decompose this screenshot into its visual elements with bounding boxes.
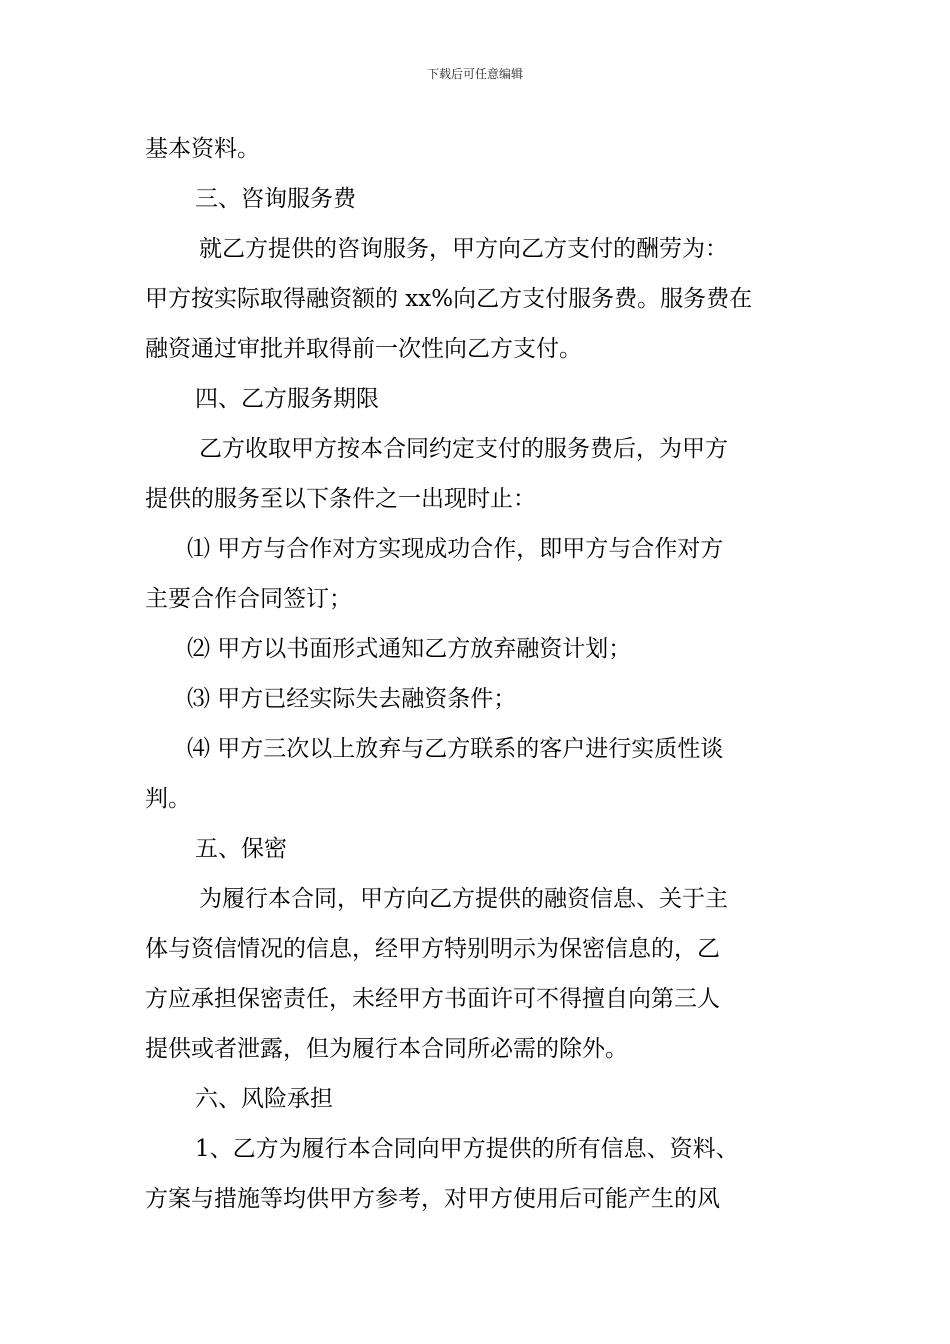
section-heading-service-period: 四、乙方服务期限 — [195, 386, 379, 412]
body-line: 融资通过审批并取得前一次性向乙方支付。 — [145, 336, 582, 362]
body-line: 方应承担保密责任，未经甲方书面许可不得擅自向第三人 — [145, 986, 720, 1012]
body-line: 乙方收取甲方按本合同约定支付的服务费后，为甲方 — [199, 436, 728, 462]
section-heading-confidentiality: 五、保密 — [195, 836, 287, 862]
body-line: 提供的服务至以下条件之一出现时止： — [145, 486, 536, 512]
body-line: 方案与措施等均供甲方参考，对甲方使用后可能产生的风 — [145, 1186, 720, 1212]
body-line: 提供或者泄露，但为履行本合同所必需的除外。 — [145, 1036, 628, 1062]
list-item-4: ⑷ 甲方三次以上放弃与乙方联系的客户进行实质性谈 — [187, 736, 724, 762]
body-line: 甲方按实际取得融资额的 xx%向乙方支付服务费。服务费在 — [145, 286, 753, 312]
section-heading-risk: 六、风险承担 — [195, 1086, 333, 1112]
body-line: 判。 — [145, 786, 191, 812]
list-item-2: ⑵ 甲方以书面形式通知乙方放弃融资计划； — [187, 636, 632, 662]
section-heading-consulting-fee: 三、咨询服务费 — [195, 186, 356, 212]
body-line: 就乙方提供的咨询服务，甲方向乙方支付的酬劳为： — [199, 236, 728, 262]
body-line: 体与资信情况的信息，经甲方特别明示为保密信息的，乙 — [145, 936, 720, 962]
body-line: 为履行本合同，甲方向乙方提供的融资信息、关于主 — [199, 886, 728, 912]
document-body — [145, 124, 809, 1224]
list-item-1: ⑴ 甲方与合作对方实现成功合作，即甲方与合作对方 — [187, 536, 724, 562]
body-line: 主要合作合同签订； — [145, 586, 352, 612]
body-line: 1、乙方为履行本合同向甲方提供的所有信息、资料、 — [195, 1136, 739, 1162]
page-header: 下载后可任意编辑 — [426, 67, 523, 81]
body-line: 基本资料。 — [145, 136, 260, 162]
list-item-3: ⑶ 甲方已经实际失去融资条件； — [187, 686, 517, 712]
